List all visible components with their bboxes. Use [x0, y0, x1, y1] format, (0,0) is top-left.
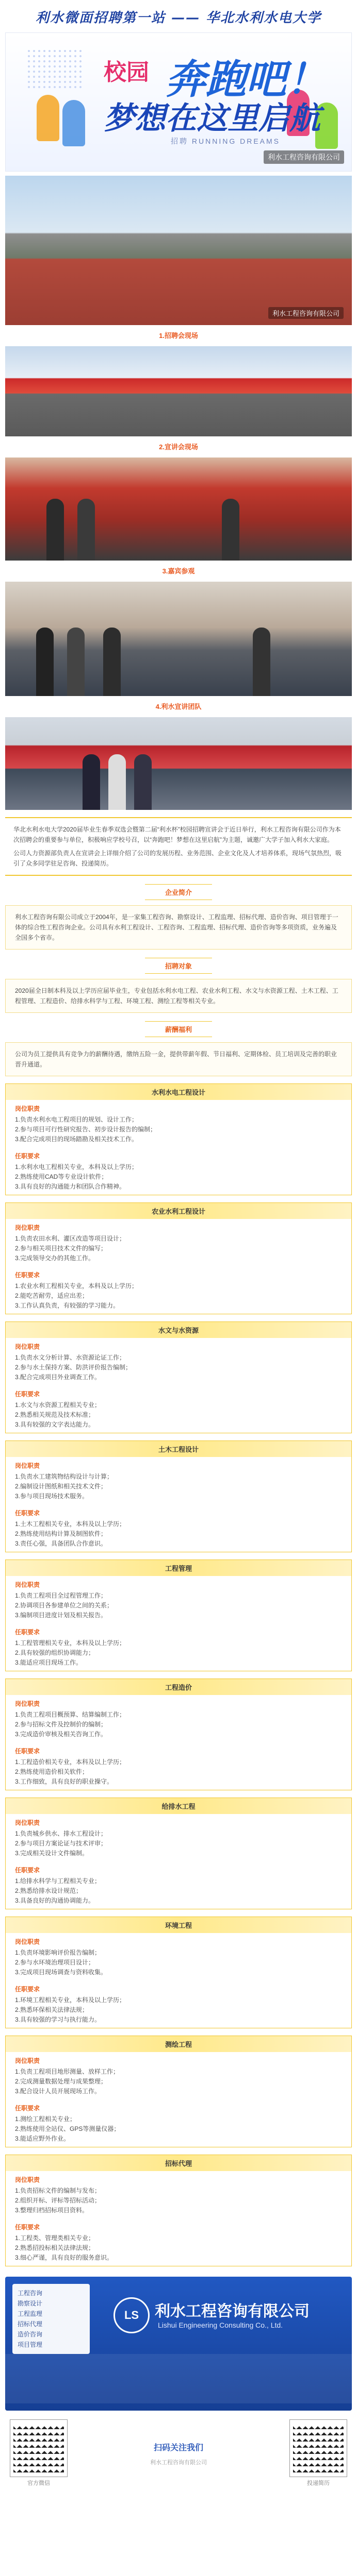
- person-silhouette: [253, 628, 270, 696]
- job-duties: [6, 1814, 351, 1861]
- job-card: [5, 1440, 352, 1552]
- job-duty-item: 2.参与项目方案论证与技术评审；: [15, 1840, 107, 1847]
- job-requirements: [6, 1385, 351, 1433]
- job-duty-item: 2.组织开标、评标等招标活动；: [15, 2197, 101, 2204]
- job-req-item: 2.能吃苦耐劳，适应出差；: [15, 1292, 89, 1299]
- job-req-item: 1.环境工程相关专业，本科及以上学历；: [15, 1996, 126, 2004]
- job-duty-item: 1.负责环境影响评价报告编制；: [15, 1949, 101, 1956]
- job-title: 水文与水资源: [6, 1322, 351, 1338]
- job-req-item: 3.工作认真负责，有较强的学习能力。: [15, 1302, 120, 1309]
- job-duty-item: 1.负责水利水电工程项目的规划、设计工作；: [15, 1116, 138, 1123]
- job-requirements: [6, 1266, 351, 1314]
- job-title: 水利水电工程设计: [6, 1084, 351, 1100]
- qr-label: 官方微信: [27, 2480, 50, 2486]
- person-silhouette: [46, 499, 64, 561]
- business-item: 工程监理: [18, 2310, 43, 2317]
- job-duty-item: 3.编制项目进度计划及相关报告。: [15, 1612, 107, 1619]
- job-req-label: 任职要求: [15, 2105, 40, 2112]
- job-duties: [6, 1457, 351, 1504]
- job-duty-label: 岗位职责: [15, 1700, 40, 1707]
- job-duty-item: 2.参与水土保持方案、防洪评价报告编制；: [15, 1364, 132, 1371]
- job-duties: [6, 1576, 351, 1623]
- person-silhouette: [67, 628, 85, 696]
- job-duty-item: 1.负责工程项目全过程管理工作；: [15, 1592, 107, 1599]
- job-duty-item: 1.负责工程项目概预算、结算编制工作；: [15, 1711, 126, 1718]
- business-item: 勘察设计: [18, 2300, 43, 2307]
- business-item: 工程咨询: [18, 2290, 43, 2297]
- job-req-item: 1.工程管理相关专业，本科及以上学历；: [15, 1639, 126, 1647]
- job-title: 工程造价: [6, 1679, 351, 1695]
- job-req-item: 3.能适应项目现场工作。: [15, 1659, 83, 1666]
- job-req-item: 1.工程类、管理类相关专业；: [15, 2234, 95, 2242]
- job-card: [5, 2036, 352, 2147]
- job-duty-label: 岗位职责: [15, 1105, 40, 1112]
- job-duty-item: 1.负责招标文件的编制与发布；: [15, 2187, 101, 2194]
- job-duty-item: 3.配合完成项目的现场踏勘及相关技术工作。: [15, 1136, 138, 1143]
- banner-title-b: 奔跑吧！: [166, 57, 327, 102]
- business-list: [12, 2284, 90, 2354]
- job-req-item: 1.水利水电工程相关专业，本科及以上学历；: [15, 1163, 138, 1171]
- job-req-item: 3.能适应野外作业。: [15, 2135, 70, 2142]
- job-req-label: 任职要求: [15, 1153, 40, 1160]
- job-duties: [6, 1219, 351, 1266]
- headline: 利水微面招聘第一站 —— 华北水利水电大学: [35, 10, 322, 26]
- company-name-cn: 利水工程咨询有限公司: [155, 2302, 310, 2320]
- qr-right: [290, 2420, 347, 2487]
- job-duties: [6, 1695, 351, 1742]
- job-req-item: 3.具有较强的学习与执行能力。: [15, 2016, 101, 2023]
- job-title: 给排水工程: [6, 1798, 351, 1814]
- job-requirements: [6, 1147, 351, 1195]
- job-req-label: 任职要求: [15, 1748, 40, 1755]
- banner-dots-decoration: [26, 48, 83, 90]
- job-req-item: 3.具备良好的沟通协调能力。: [15, 1897, 95, 1904]
- job-duty-item: 3.配合完成项目外业调查工作。: [15, 1374, 101, 1381]
- campus-banner: [5, 32, 352, 172]
- section-title-company: 企业简介: [145, 884, 212, 900]
- qr-left: [10, 2420, 67, 2487]
- photo-guests: [5, 582, 352, 696]
- job-duty-item: 3.配合设计人员开展现场工作。: [15, 2088, 101, 2095]
- photo-caption: 4.利水宣讲团队: [155, 703, 202, 710]
- section-body-recruit: 2020届全日制本科及以上学历应届毕业生，专业包括水利水电工程、农业水利工程、水文与水资源工程、土木工程、工程管理、工程造价、给排水科学与工程、环境工程、测绘工程等相关专业。: [5, 979, 352, 1013]
- banner-subtitle: [171, 136, 280, 146]
- section-body-welfare: 公司为员工提供具有竞争力的薪酬待遇，缴纳五险一金，提供带薪年假、节日福利、定期体检、员工培训及完善的职业晋升通道。: [5, 1042, 352, 1076]
- banner-watermark: 利水工程咨询有限公司: [264, 150, 344, 164]
- job-duty-item: 2.完成测量数据处理与成果整理；: [15, 2078, 107, 2085]
- job-card: [5, 1917, 352, 2028]
- job-req-item: 1.水文与水资源工程相关专业；: [15, 1401, 101, 1409]
- job-card: [5, 1798, 352, 1909]
- job-req-item: 1.农业水利工程相关专业，本科及以上学历；: [15, 1282, 138, 1290]
- job-req-item: 2.熟练使用CAD等专业设计软件；: [15, 1173, 108, 1180]
- section-title-welfare: 薪酬福利: [145, 1021, 212, 1037]
- job-requirements: [6, 1504, 351, 1552]
- job-duties: [6, 2052, 351, 2099]
- business-item: 招标代理: [18, 2320, 43, 2328]
- job-card: [5, 1321, 352, 1433]
- job-req-item: 3.具有较强的文字表达能力。: [15, 1421, 95, 1428]
- job-req-item: 1.测绘工程相关专业；: [15, 2115, 76, 2123]
- photo-watermark: 利水工程咨询有限公司: [268, 307, 344, 319]
- company-name-en: Lishui Engineering Consulting Co., Ltd.: [158, 2321, 283, 2329]
- banner-en: RUNNING DREAMS: [191, 137, 281, 145]
- job-req-item: 1.土木工程相关专业，本科及以上学历；: [15, 1520, 126, 1528]
- photo-presentation: [5, 457, 352, 561]
- job-req-item: 2.熟悉招投标相关法律法规；: [15, 2244, 95, 2251]
- photo-campus: [5, 176, 352, 325]
- job-req-label: 任职要求: [15, 2224, 40, 2231]
- person-silhouette: [108, 754, 126, 810]
- person-silhouette: [134, 754, 152, 810]
- job-duty-label: 岗位职责: [15, 2176, 40, 2183]
- intro-text: [5, 817, 352, 876]
- job-req-label: 任职要求: [15, 1629, 40, 1636]
- job-duty-item: 1.负责工程项目地形测量、放样工作；: [15, 2068, 120, 2075]
- banner-title-a: 校园: [104, 59, 149, 86]
- job-duty-label: 岗位职责: [15, 1819, 40, 1826]
- job-requirements: [6, 2218, 351, 2266]
- job-req-item: 2.熟练使用全站仪、GPS等测量仪器；: [15, 2125, 120, 2132]
- job-req-label: 任职要求: [15, 1510, 40, 1517]
- job-duty-label: 岗位职责: [15, 1938, 40, 1945]
- job-duty-item: 2.参与项目可行性研究报告、初步设计报告的编制；: [15, 1126, 157, 1133]
- job-requirements: [6, 1742, 351, 1790]
- photo-team: [5, 717, 352, 810]
- qr-code-icon[interactable]: [290, 2420, 347, 2477]
- job-card: [5, 2155, 352, 2266]
- qr-middle: [67, 2441, 290, 2466]
- job-duty-label: 岗位职责: [15, 1581, 40, 1588]
- job-title: 环境工程: [6, 1917, 351, 1933]
- job-req-item: 1.工程造价相关专业，本科及以上学历；: [15, 1758, 126, 1766]
- job-req-label: 任职要求: [15, 1391, 40, 1398]
- job-duty-item: 3.完成领导交办的其他工作。: [15, 1255, 95, 1262]
- job-duty-item: 2.参与招标文件及控制价的编制；: [15, 1721, 107, 1728]
- job-req-label: 任职要求: [15, 1272, 40, 1279]
- job-card: [5, 1202, 352, 1314]
- job-req-item: 2.熟悉给排水设计规范；: [15, 1887, 83, 1894]
- job-card: [5, 1560, 352, 1671]
- job-card: [5, 1679, 352, 1790]
- person-silhouette: [103, 628, 121, 696]
- job-duty-label: 岗位职责: [15, 2057, 40, 2064]
- job-list: [5, 1083, 352, 2266]
- job-req-item: 3.工作细致，具有良好的职业操守。: [15, 1778, 113, 1785]
- job-title: 测绘工程: [6, 2036, 351, 2052]
- business-item: 项目管理: [18, 2341, 43, 2348]
- job-req-item: 2.具有较强的组织协调能力；: [15, 1649, 95, 1656]
- job-req-label: 任职要求: [15, 1867, 40, 1874]
- photo-job-fair: [5, 346, 352, 436]
- job-req-item: 3.具有良好的沟通能力和团队合作精神。: [15, 1183, 126, 1190]
- job-duty-item: 2.编制设计图纸和相关技术文件；: [15, 1483, 107, 1490]
- job-duties: [6, 1933, 351, 1980]
- section-title-recruit: 招聘对象: [145, 958, 212, 974]
- job-duty-item: 3.完成造价审核及相关咨询工作。: [15, 1731, 107, 1738]
- job-duty-item: 2.参与水环境治理项目设计；: [15, 1959, 95, 1966]
- job-req-item: 2.熟练使用造价相关软件；: [15, 1768, 89, 1775]
- job-requirements: [6, 1861, 351, 1909]
- job-duties: [6, 1338, 351, 1385]
- person-silhouette: [222, 499, 239, 561]
- job-req-item: 3.责任心强，具备团队合作意识。: [15, 1540, 107, 1547]
- job-title: 工程管理: [6, 1560, 351, 1576]
- job-duty-item: 2.参与相关项目技术文件的编写；: [15, 1245, 107, 1252]
- business-item: 造价咨询: [18, 2331, 43, 2338]
- footer-band-decoration: [5, 2354, 352, 2403]
- runner-figure: [37, 95, 59, 141]
- job-duty-item: 2.协调项目各参建单位之间的关系；: [15, 1602, 113, 1609]
- job-duty-item: 3.完成项目现场调查与资料收集。: [15, 1969, 107, 1976]
- job-duty-item: 3.参与项目现场技术服务。: [15, 1493, 89, 1500]
- job-duty-item: 1.负责城乡供水、排水工程设计；: [15, 1830, 107, 1837]
- job-req-item: 2.熟悉相关规范及技术标准；: [15, 1411, 95, 1418]
- job-requirements: [6, 2099, 351, 2147]
- job-duty-label: 岗位职责: [15, 1343, 40, 1350]
- banner-sub: 招聘: [171, 137, 188, 145]
- job-duty-label: 岗位职责: [15, 1462, 40, 1469]
- person-silhouette: [83, 754, 100, 810]
- job-req-item: 1.给排水科学与工程相关专业；: [15, 1877, 101, 1885]
- job-title: 招标代理: [6, 2155, 351, 2171]
- scan-text: 扫码关注我们: [153, 2443, 203, 2452]
- person-silhouette: [77, 499, 95, 561]
- person-silhouette: [36, 628, 54, 696]
- job-req-item: 3.细心严谨，具有良好的服务意识。: [15, 2254, 113, 2261]
- intro-paragraph: 公司人力资源部负责人在宣讲会上详细介绍了公司的发展历程、业务范围、企业文化及人才培养体系，现场气氛热烈，吸引了众多同学驻足咨询、投递简历。: [13, 850, 342, 867]
- job-duties: [6, 2171, 351, 2218]
- job-duty-item: 1.负责水文分析计算、水资源论证工作；: [15, 1354, 126, 1361]
- qr-row: [5, 2411, 352, 2490]
- company-logo-icon: LS: [113, 2297, 150, 2333]
- company-footer: [5, 2277, 352, 2411]
- job-req-item: 2.熟练使用结构计算及制图软件；: [15, 1530, 107, 1537]
- job-requirements: [6, 1623, 351, 1671]
- job-duty-item: 3.完成相关设计文件编制。: [15, 1850, 89, 1857]
- footer-watermark: 利水工程咨询有限公司: [150, 2459, 207, 2466]
- runner-figure: [62, 100, 85, 146]
- job-duty-item: 1.负责农田水利、灌区改造等项目设计；: [15, 1235, 126, 1242]
- photo-caption: 3.嘉宾参观: [162, 567, 195, 575]
- photo-caption: 2.宣讲会现场: [159, 443, 198, 451]
- qr-code-icon[interactable]: [10, 2420, 67, 2477]
- section-body-company: 利水工程咨询有限公司成立于2004年，是一家集工程咨询、勘察设计、工程监理、招标代理、造价咨询、项目管理于一体的综合性工程咨询企业。公司具有水利工程设计、工程咨询、工程监理、招标代理、造价咨询等多项资质，业务遍及全国多个省市。: [5, 905, 352, 950]
- job-duty-label: 岗位职责: [15, 1224, 40, 1231]
- job-req-label: 任职要求: [15, 1986, 40, 1993]
- job-requirements: [6, 1980, 351, 2028]
- job-duty-item: 1.负责水工建筑物结构设计与计算；: [15, 1473, 113, 1480]
- job-title: 土木工程设计: [6, 1441, 351, 1457]
- job-card: [5, 1083, 352, 1195]
- banner-title-c: 梦想在这里启航: [104, 101, 320, 135]
- qr-label: 投递简历: [307, 2480, 330, 2486]
- job-req-item: 2.熟悉环保相关法律法规；: [15, 2006, 89, 2013]
- intro-paragraph: 华北水利水电大学2020届毕业生春季双选会暨第二届“利水杯”校园招聘宣讲会于近日举行，利水工程咨询有限公司作为本次招聘会的重要参与单位，积极响应学校号召，以“奔跑吧！梦想在这里启航”为主题，诚邀广大学子加入利水大家庭。: [13, 826, 341, 843]
- job-duties: [6, 1100, 351, 1147]
- job-title: 农业水利工程设计: [6, 1203, 351, 1219]
- job-duty-item: 3.整理归档招标项目资料。: [15, 2207, 89, 2214]
- photo-caption: 1.招聘会现场: [159, 332, 198, 340]
